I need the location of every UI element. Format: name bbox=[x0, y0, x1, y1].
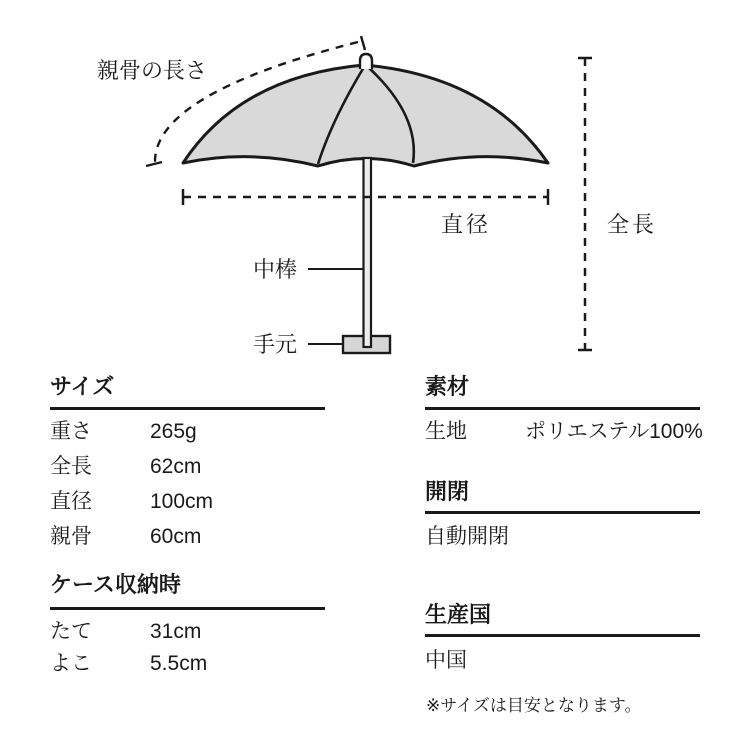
size-section-divider bbox=[50, 407, 325, 410]
spec-label: 親骨 bbox=[50, 525, 92, 548]
spec-value: 自動開閉 bbox=[425, 525, 509, 548]
spec-row-weight bbox=[50, 420, 350, 444]
size-section-title: サイズ bbox=[50, 374, 115, 399]
spec-row-country bbox=[425, 649, 725, 673]
spec-row-case-height bbox=[50, 620, 350, 644]
open-close-section-title: 開閉 bbox=[425, 479, 470, 504]
spec-row-open-close bbox=[425, 525, 725, 549]
spec-value: 31cm bbox=[150, 620, 202, 643]
material-section-title: 素材 bbox=[425, 374, 470, 399]
spec-row-case-width bbox=[50, 652, 350, 676]
spec-label: 重さ bbox=[50, 420, 92, 443]
open-close-section-divider bbox=[425, 511, 700, 514]
spec-value: 100cm bbox=[150, 490, 214, 513]
handle-label: 手元 bbox=[253, 332, 298, 357]
spec-value: 62cm bbox=[150, 455, 202, 478]
spec-value: 中国 bbox=[425, 649, 467, 672]
spec-row-diameter bbox=[50, 490, 350, 514]
center-pole-label: 中棒 bbox=[253, 257, 298, 282]
rib-length-arc-tick-bottom bbox=[146, 162, 162, 166]
spec-label: 全長 bbox=[50, 455, 92, 478]
umbrella-diagram bbox=[0, 0, 750, 370]
spec-value: 265g bbox=[150, 420, 197, 443]
case-section-title: ケース収納時 bbox=[50, 572, 181, 597]
spec-value: 5.5cm bbox=[150, 652, 208, 675]
rib-length-label: 親骨の長さ bbox=[97, 58, 208, 83]
size-disclaimer-note: ※サイズは目安となります。 bbox=[426, 696, 642, 715]
spec-label: たて bbox=[50, 620, 92, 643]
spec-value: ポリエステル100% bbox=[525, 420, 703, 443]
spec-label: 直径 bbox=[50, 490, 92, 513]
diameter-label: 直径 bbox=[441, 212, 492, 237]
material-section-divider bbox=[425, 407, 700, 410]
spec-row-fabric bbox=[425, 420, 725, 444]
spec-label: 生地 bbox=[425, 420, 467, 443]
total-length-label: 全長 bbox=[607, 212, 658, 237]
umbrella-finial bbox=[360, 54, 372, 69]
spec-row-rib bbox=[50, 525, 350, 549]
country-section-divider bbox=[425, 634, 700, 637]
spec-row-total-length bbox=[50, 455, 350, 479]
rib-length-arc-tick-top bbox=[361, 36, 365, 50]
spec-label: よこ bbox=[50, 652, 92, 675]
spec-value: 60cm bbox=[150, 525, 202, 548]
umbrella-pole bbox=[364, 158, 372, 347]
case-section-divider bbox=[50, 607, 325, 610]
country-section-title: 生産国 bbox=[425, 602, 492, 627]
